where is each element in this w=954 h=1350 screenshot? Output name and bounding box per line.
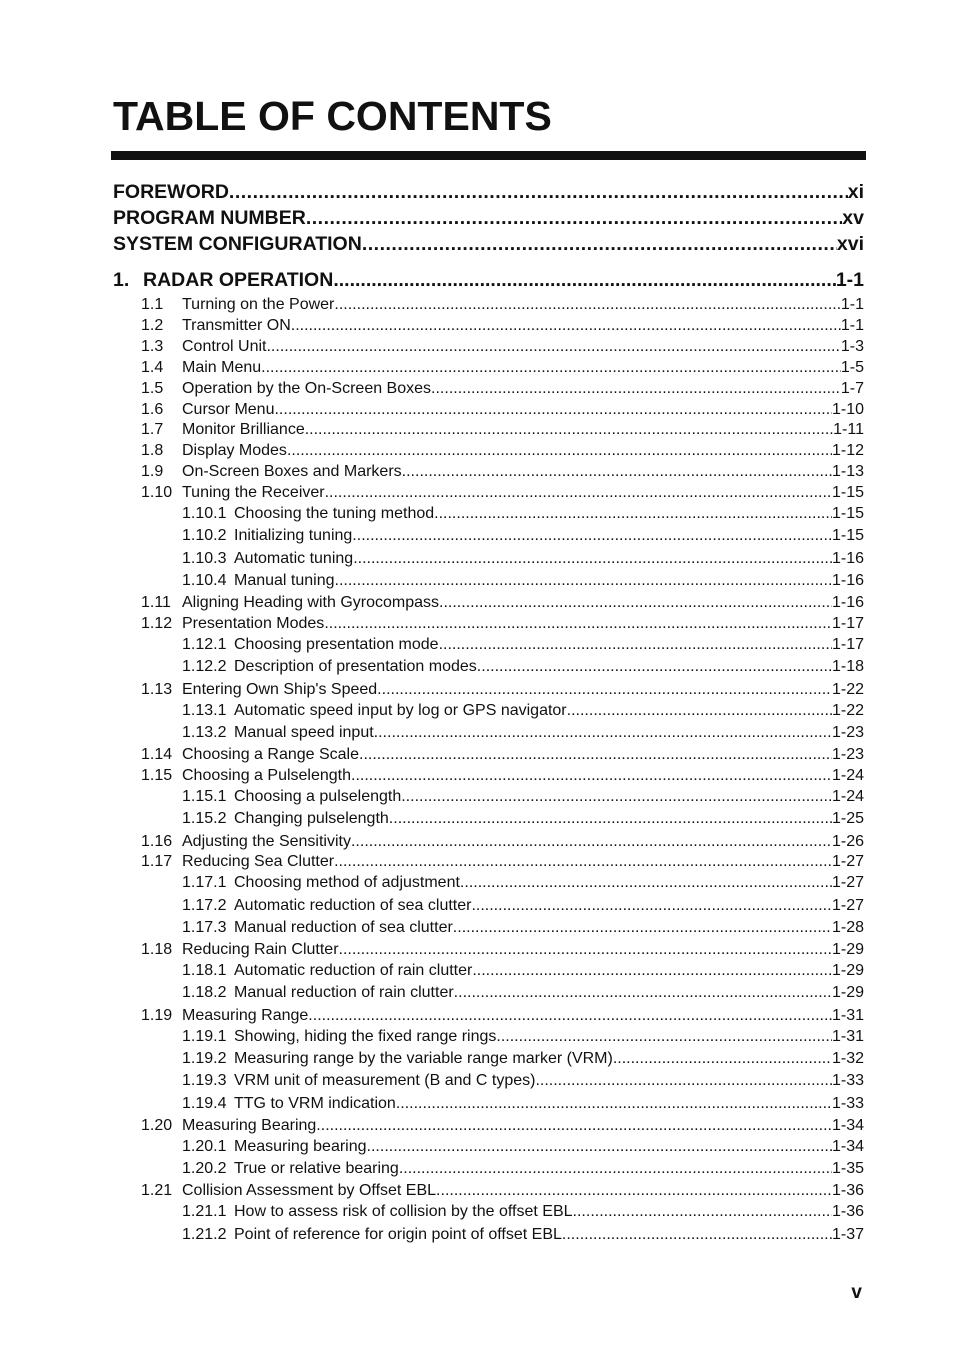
toc-entry-label: Description of presentation modes: [234, 658, 477, 676]
toc-entry-page: 1-29: [831, 941, 864, 959]
toc-entry[interactable]: [141, 421, 864, 439]
dot-leader: [374, 724, 832, 742]
toc-entry-label: Automatic speed input by log or GPS navigator: [234, 701, 567, 719]
dot-leader: [454, 984, 832, 1002]
toc-entry-number: 1.20.1: [182, 1137, 227, 1155]
toc-entry[interactable]: [113, 269, 864, 292]
toc-entry-number: 1.20: [141, 1116, 173, 1134]
toc-entry-number: 1.17.1: [182, 874, 227, 892]
toc-entry[interactable]: [182, 572, 864, 590]
toc-entry-label: Turning on the Power: [182, 296, 335, 313]
dot-leader: [325, 484, 832, 502]
toc-entry[interactable]: [141, 442, 864, 460]
toc-entry-label: Aligning Heading with Gyrocompass: [182, 594, 440, 612]
dot-leader: [305, 421, 833, 439]
toc-entry[interactable]: [141, 681, 864, 699]
toc-entry-page: 1-16: [831, 594, 864, 612]
dot-leader: [396, 1095, 832, 1113]
dot-leader: [562, 1226, 832, 1244]
toc-entry[interactable]: [182, 636, 864, 654]
toc-entry[interactable]: [141, 746, 864, 764]
toc-entry-number: 1.11: [141, 594, 171, 612]
toc-entry[interactable]: [113, 207, 864, 230]
toc-entry-page: 1-18: [831, 658, 864, 676]
toc-entry-label: Measuring Bearing: [182, 1116, 317, 1134]
dot-leader: [477, 658, 832, 676]
toc-entry-page: 1-29: [831, 962, 864, 980]
toc-entry-number: 1.4: [141, 358, 164, 376]
toc-entry[interactable]: [141, 380, 864, 398]
toc-entry-number: 1.17.2: [182, 896, 227, 914]
dot-leader: [573, 1203, 832, 1221]
toc-entry-number: 1.20.2: [182, 1160, 227, 1177]
toc-entry-page: 1-15: [831, 484, 864, 502]
dot-leader: [567, 702, 832, 720]
toc-entry-page: 1-35: [831, 1160, 864, 1177]
dot-leader: [266, 338, 840, 356]
toc-entry-label: Main Menu: [182, 358, 262, 376]
toc-entry-label: Cursor Menu: [182, 400, 275, 418]
toc-entry[interactable]: [141, 941, 864, 959]
toc-entry-page: 1-25: [831, 810, 864, 828]
toc-entry-number: 1.15.2: [182, 810, 227, 828]
toc-entry-page: 1-37: [831, 1225, 864, 1243]
toc-entry-label: Measuring range by the variable range marker (VRM): [234, 1049, 613, 1067]
toc-entry-page: 1-33: [831, 1072, 864, 1090]
toc-entry-page: 1-13: [831, 463, 864, 481]
toc-entry-page: 1-1: [840, 316, 864, 334]
toc-entry[interactable]: [141, 833, 864, 851]
dot-leader: [472, 962, 832, 980]
dot-leader: [439, 594, 832, 612]
toc-entry-number: 1.5: [141, 379, 164, 397]
dot-leader: [339, 941, 832, 959]
toc-entry-page: 1-24: [831, 787, 864, 805]
dot-leader: [324, 615, 832, 633]
toc-entry-label: Automatic reduction of sea clutter: [234, 896, 472, 914]
toc-entry-page: 1-36: [831, 1182, 864, 1200]
toc-entry-page: xvi: [836, 233, 864, 255]
toc-entry[interactable]: [182, 724, 864, 742]
toc-entry[interactable]: [182, 658, 864, 676]
toc-entry-page: 1-24: [831, 767, 864, 784]
toc-entry[interactable]: [141, 338, 864, 356]
toc-entry-number: 1.18.1: [182, 962, 227, 980]
toc-entry-label: Manual reduction of sea clutter: [234, 918, 453, 936]
toc-entry-label: PROGRAM NUMBER: [113, 207, 306, 229]
toc-entry-label: Measuring Range: [182, 1006, 309, 1024]
toc-entry-number: 1.14: [141, 746, 173, 764]
toc-entry[interactable]: [182, 897, 864, 915]
dot-leader: [401, 788, 832, 806]
toc-entry-label: On-Screen Boxes and Markers: [182, 463, 402, 481]
toc-entry-page: 1-33: [831, 1094, 864, 1112]
page-title: TABLE OF CONTENTS: [113, 93, 552, 139]
toc-entry-page: 1-16: [831, 571, 864, 589]
toc-entry-label: Display Modes: [182, 442, 287, 460]
toc-entry-page: 1-26: [831, 832, 864, 850]
dot-leader: [316, 1117, 832, 1135]
toc-entry[interactable]: [182, 919, 864, 937]
toc-entry-number: 1.19: [141, 1006, 173, 1024]
toc-entry-page: 1-31: [831, 1006, 864, 1024]
toc-entry-number: 1.10: [141, 484, 173, 502]
toc-entry-label: How to assess risk of collision by the offset EBL: [234, 1203, 573, 1221]
toc-entry[interactable]: [141, 296, 864, 314]
toc-entry[interactable]: [141, 1182, 864, 1200]
toc-entry-label: Choosing presentation mode: [234, 636, 439, 653]
toc-entry-number: 1.21.2: [182, 1225, 227, 1243]
toc-entry-number: 1.19.4: [182, 1094, 227, 1112]
toc-entry-label: FOREWORD: [113, 181, 229, 203]
toc-entry-page: 1-28: [831, 918, 864, 936]
toc-entry-label: Collision Assessment by Offset EBL: [182, 1182, 437, 1200]
toc-entry-page: 1-17: [831, 615, 864, 633]
toc-entry-page: 1-32: [831, 1049, 864, 1067]
toc-entry[interactable]: [182, 1138, 864, 1156]
toc-entry[interactable]: [141, 1007, 864, 1025]
toc-entry-label: RADAR OPERATION: [143, 269, 334, 291]
dot-leader: [306, 207, 842, 230]
toc-entry-page: 1-36: [831, 1203, 864, 1221]
toc-entry-label: Measuring bearing: [234, 1137, 367, 1155]
toc-entry-number: 1.2: [141, 316, 164, 334]
toc-entry[interactable]: [141, 767, 864, 785]
dot-leader: [261, 359, 841, 377]
toc-entry-page: 1-27: [831, 874, 864, 892]
toc-entry[interactable]: [182, 810, 864, 828]
toc-entry-number: 1.1: [141, 296, 164, 313]
toc-entry-label: Choosing a pulselength: [234, 787, 402, 805]
toc-entry-label: Initializing tuning: [234, 527, 353, 545]
toc-entry-page: 1-3: [840, 337, 864, 355]
dot-leader: [229, 181, 848, 204]
toc-entry-label: VRM unit of measurement (B and C types): [234, 1072, 536, 1090]
toc-entry-number: 1.10.3: [182, 549, 227, 567]
toc-entry-number: 1.12.1: [182, 636, 227, 653]
toc-entry-label: Choosing method of adjustment: [234, 874, 460, 892]
toc-entry-label: Manual speed input: [234, 723, 374, 741]
toc-entry-page: 1-23: [831, 746, 864, 764]
toc-entry-page: 1-29: [831, 984, 864, 1002]
toc-entry-number: 1.: [113, 269, 130, 291]
toc-entry[interactable]: [182, 1028, 864, 1046]
toc-entry-label: Control Unit: [182, 337, 267, 355]
toc-entry-page: 1-31: [831, 1027, 864, 1045]
dot-leader: [389, 810, 832, 828]
toc-entry-number: 1.19.3: [182, 1072, 227, 1090]
toc-entry[interactable]: [113, 233, 864, 256]
dot-leader: [377, 681, 832, 699]
dot-leader: [436, 1182, 832, 1200]
dot-leader: [333, 269, 836, 292]
dot-leader: [362, 233, 837, 256]
toc-entry-number: 1.13.1: [182, 701, 227, 719]
toc-entry-number: 1.10.4: [182, 571, 227, 589]
dot-leader: [439, 636, 832, 654]
toc-entry[interactable]: [141, 317, 864, 335]
toc-entry[interactable]: [141, 615, 864, 633]
dot-leader: [308, 1007, 832, 1025]
toc-entry-number: 1.18.2: [182, 984, 227, 1002]
toc-entry-number: 1.18: [141, 941, 173, 959]
dot-leader: [359, 746, 832, 764]
toc-entry[interactable]: [182, 505, 864, 523]
dot-leader: [399, 1160, 832, 1178]
toc-entry-page: xv: [842, 207, 864, 229]
toc-entry-label: Choosing the tuning method: [234, 505, 435, 522]
toc-entry-number: 1.19.2: [182, 1049, 227, 1067]
toc-entry[interactable]: [182, 1226, 864, 1244]
toc-entry[interactable]: [182, 1203, 864, 1221]
toc-entry-page: xi: [847, 181, 864, 203]
toc-entry-page: 1-22: [831, 680, 864, 698]
dot-leader: [496, 1028, 832, 1046]
toc-entry[interactable]: [113, 181, 864, 204]
toc-entry[interactable]: [182, 1072, 864, 1090]
toc-entry-number: 1.15.1: [182, 787, 227, 805]
page-number: v: [851, 1282, 862, 1303]
toc-entry[interactable]: [182, 962, 864, 980]
toc-entry[interactable]: [182, 984, 864, 1002]
toc-entry[interactable]: [182, 550, 864, 568]
toc-entry[interactable]: [182, 527, 864, 545]
toc-entry-label: Adjusting the Sensitivity: [182, 832, 351, 850]
toc-entry-page: 1-1: [840, 296, 864, 313]
toc-entry-number: 1.13.2: [182, 723, 227, 741]
toc-entry-page: 1-1: [835, 269, 864, 291]
toc-entry-page: 1-27: [831, 896, 864, 914]
dot-leader: [367, 1138, 832, 1156]
dot-leader: [352, 527, 832, 545]
toc-entry-label: Operation by the On-Screen Boxes: [182, 379, 432, 397]
toc-entry-page: 1-16: [831, 549, 864, 567]
dot-leader: [453, 919, 832, 937]
dot-leader: [402, 463, 832, 481]
toc-entry-page: 1-11: [833, 421, 864, 439]
toc-entry[interactable]: [182, 788, 864, 806]
toc-entry-page: 1-22: [831, 701, 864, 719]
toc-entry[interactable]: [141, 853, 864, 871]
dot-leader: [353, 550, 832, 568]
toc-entry-number: 1.10.2: [182, 527, 227, 545]
toc-entry-number: 1.8: [141, 442, 164, 460]
toc-entry-number: 1.17: [141, 853, 173, 871]
toc-entry-label: True or relative bearing: [234, 1160, 399, 1177]
toc-entry[interactable]: [182, 1050, 864, 1068]
toc-entry-number: 1.21: [141, 1182, 173, 1200]
toc-entry-label: Manual reduction of rain clutter: [234, 984, 454, 1002]
dot-leader: [334, 296, 840, 314]
toc-entry-number: 1.13: [141, 680, 173, 698]
toc-entry-number: 1.19.1: [182, 1027, 227, 1045]
toc-entry-number: 1.7: [141, 421, 164, 439]
toc-entry-number: 1.3: [141, 337, 164, 355]
toc-entry-page: 1-15: [831, 527, 864, 545]
toc-entry-label: Monitor Brilliance: [182, 421, 305, 439]
toc-entry-page: 1-15: [831, 505, 864, 522]
toc-entry-label: Automatic tuning: [234, 549, 354, 567]
toc-entry[interactable]: [141, 1117, 864, 1135]
toc-entry-number: 1.12.2: [182, 658, 227, 676]
toc-entry-number: 1.15: [141, 767, 173, 784]
toc-entry-page: 1-34: [831, 1137, 864, 1155]
toc-entry-number: 1.9: [141, 463, 164, 481]
toc-entry-label: Choosing a Pulselength: [182, 767, 352, 784]
toc-entry-label: Reducing Rain Clutter: [182, 941, 339, 959]
toc-entry-label: Manual tuning: [234, 571, 335, 589]
toc-entry-number: 1.21.1: [182, 1203, 227, 1221]
toc-entry-page: 1-7: [840, 379, 864, 397]
toc-entry-page: 1-5: [840, 358, 864, 376]
dot-leader: [291, 317, 841, 335]
dot-leader: [334, 853, 832, 871]
toc-entry-label: Reducing Sea Clutter: [182, 853, 335, 871]
toc-entry-label: Point of reference for origin point of offset EBL: [234, 1225, 562, 1243]
toc-entry[interactable]: [141, 401, 864, 419]
toc-entry-page: 1-23: [831, 723, 864, 741]
toc-entry-number: 1.12: [141, 615, 173, 633]
dot-leader: [351, 767, 832, 785]
dot-leader: [274, 401, 831, 419]
dot-leader: [434, 505, 832, 523]
toc-entry-page: 1-27: [831, 853, 864, 871]
toc-entry-page: 1-17: [831, 636, 864, 653]
toc-entry[interactable]: [141, 594, 864, 612]
toc-entry-label: Tuning the Receiver: [182, 484, 325, 502]
dot-leader: [471, 897, 832, 915]
dot-leader: [351, 833, 832, 851]
toc-entry-number: 1.6: [141, 400, 164, 418]
toc-entry-label: Transmitter ON: [182, 316, 291, 334]
toc-entry[interactable]: [141, 484, 864, 502]
toc-entry-label: SYSTEM CONFIGURATION: [113, 233, 362, 255]
toc-entry-page: 1-12: [831, 442, 864, 460]
dot-leader: [431, 380, 841, 398]
dot-leader: [335, 572, 832, 590]
toc-entry[interactable]: [182, 874, 864, 892]
dot-leader: [535, 1072, 832, 1090]
toc-entry-page: 1-34: [831, 1116, 864, 1134]
toc-entry-label: Automatic reduction of rain clutter: [234, 962, 473, 980]
dot-leader: [613, 1050, 832, 1068]
toc-entry-number: 1.16: [141, 832, 173, 850]
toc-entry[interactable]: [141, 359, 864, 377]
toc-entry-label: Showing, hiding the fixed range rings: [234, 1027, 497, 1045]
toc-entry-label: TTG to VRM indication: [234, 1094, 396, 1112]
toc-entry-number: 1.17.3: [182, 918, 227, 936]
toc-entry-page: 1-10: [831, 400, 864, 418]
toc-entry[interactable]: [182, 702, 864, 720]
toc-entry-label: Presentation Modes: [182, 615, 325, 633]
toc-entry-label: Changing pulselength: [234, 810, 389, 828]
toc-entry[interactable]: [182, 1160, 864, 1178]
toc-entry[interactable]: [141, 463, 864, 481]
dot-leader: [460, 874, 832, 892]
toc-entry[interactable]: [182, 1095, 864, 1113]
toc-entry-label: Choosing a Range Scale: [182, 746, 360, 764]
toc-entry-number: 1.10.1: [182, 505, 227, 522]
toc-entry-label: Entering Own Ship's Speed: [182, 680, 378, 698]
dot-leader: [287, 442, 832, 460]
